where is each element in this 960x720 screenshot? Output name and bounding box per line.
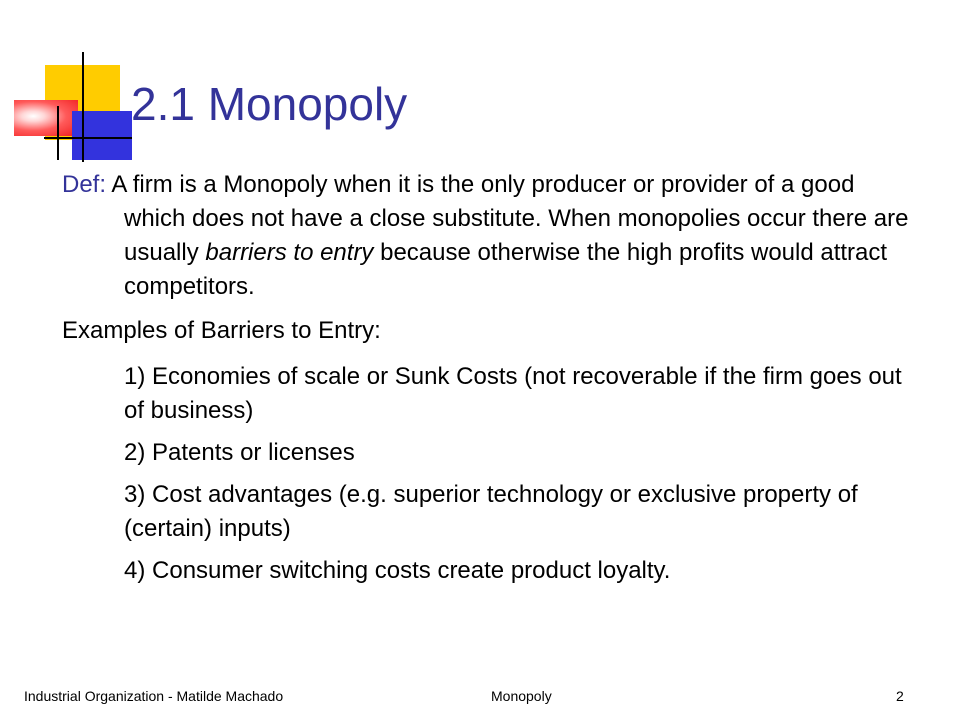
example-item: 2) Patents or licenses bbox=[124, 439, 355, 466]
logo-vertical-line-short bbox=[57, 106, 59, 160]
footer-course-author: Industrial Organization - Matilde Machado bbox=[24, 688, 284, 704]
slide-title: 2.1 Monopoly bbox=[131, 78, 408, 130]
logo-red-square bbox=[14, 100, 78, 136]
definition-text-end: because otherwise the high profits would attract competitors. bbox=[124, 239, 888, 300]
examples-heading: Examples of Barriers to Entry: bbox=[62, 317, 381, 344]
example-item: 4) Consumer switching costs create product loyalty. bbox=[124, 557, 671, 584]
example-item: 1) Economies of scale or Sunk Costs (not recoverable if the firm goes out of business) bbox=[124, 363, 902, 424]
logo-blue-square bbox=[72, 111, 132, 160]
logo-vertical-line bbox=[82, 52, 84, 162]
definition-emphasis: barriers to entry bbox=[205, 239, 374, 266]
footer-page-number: 2 bbox=[896, 688, 904, 704]
definition-paragraph bbox=[62, 168, 922, 304]
definition-label: Def: bbox=[62, 171, 107, 198]
logo-horizontal-line bbox=[44, 137, 132, 139]
example-item: 3) Cost advantages (e.g. superior technology or exclusive property of (certain) inputs) bbox=[124, 481, 858, 542]
slide-body bbox=[62, 168, 922, 588]
footer-topic: Monopoly bbox=[491, 688, 552, 704]
slide-logo-decoration bbox=[0, 0, 140, 170]
definition-text: A firm is a Monopoly when it is the only producer or provider of a good which does not have a close substitute. When monopolies occur there are usually bbox=[106, 171, 909, 266]
